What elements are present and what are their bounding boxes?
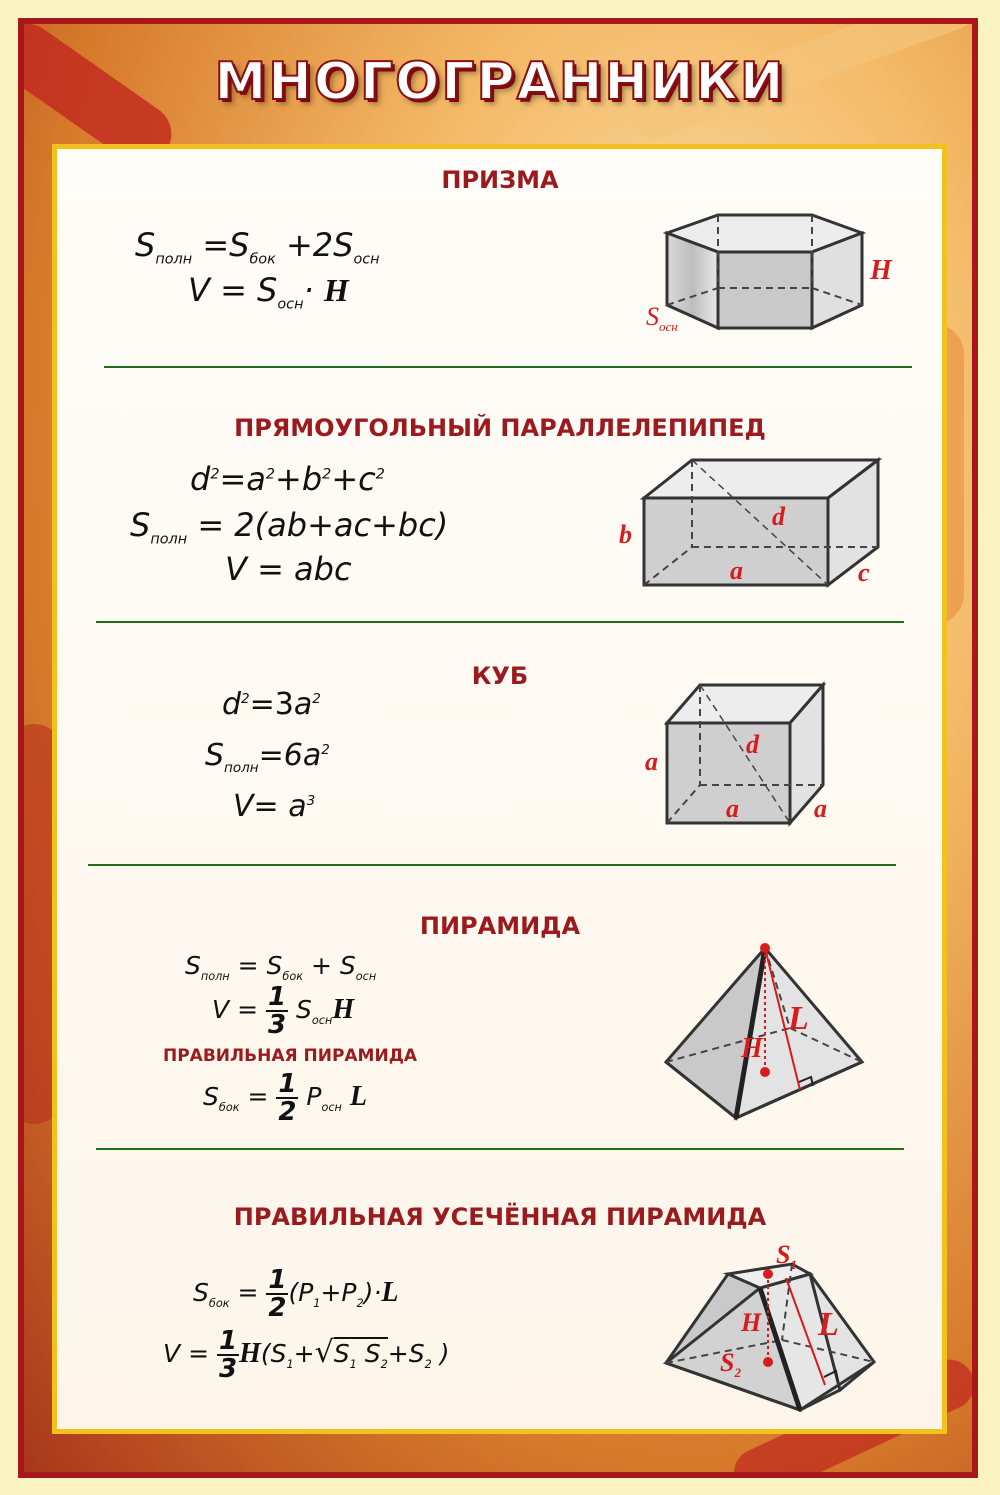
cube-surface-formula: $S_{полн}=6a^2$: [205, 738, 330, 776]
cube-label-a-right: a: [814, 794, 827, 823]
cube-heading: КУБ: [471, 662, 529, 690]
pyramid-label-H: H: [741, 1033, 763, 1064]
box-label-d: d: [772, 502, 785, 531]
section-divider: [96, 1148, 904, 1150]
box-label-a: a: [730, 556, 743, 585]
regular-pyramid-subheading: ПРАВИЛЬНАЯ ПИРАМИДА: [162, 1046, 417, 1066]
parallelepiped-surface-formula: $S_{полн} = 2(ab+ac+bc)$: [130, 506, 449, 548]
section-divider: [104, 366, 912, 368]
prism-surface-formula: $S_{полн} =S_{бок} +2S_{осн}$: [135, 226, 380, 268]
frustum-label-H: H: [741, 1308, 762, 1337]
frustum-volume-formula: V = $\frac{1}{3}$ $H(S_1+√S_1$ $S_2+S_2$ ): [163, 1326, 450, 1384]
frustum-label-L: L: [818, 1306, 839, 1343]
cube-volume-formula: $V= a^3$: [233, 789, 316, 824]
prism-base-label: $S_{осн}$: [646, 302, 678, 335]
box-label-b: b: [619, 520, 632, 549]
pyramid-surface-formula: $S_{полн} = S_{бок} + S_{осн}$: [185, 951, 377, 983]
cube-diagonal-formula: $d^2=3a^2$: [222, 687, 321, 722]
diagonal-formula: $d^2=a^2+b^2+c^2$: [190, 460, 385, 498]
cube-label-a-left: a: [645, 747, 658, 776]
cube-figure: [655, 675, 835, 835]
frustum-figure: [660, 1250, 880, 1420]
pyramid-label-L: L: [788, 1000, 809, 1037]
pyramid-volume-formula: V = $\frac{1}{3}$ $S_{осн}H$: [212, 982, 355, 1040]
box-figure: [630, 450, 890, 600]
pyramid-heading: ПИРАМИДА: [419, 912, 581, 940]
prism-heading: ПРИЗМА: [441, 166, 559, 194]
square-root-sign: √: [314, 1335, 334, 1370]
section-divider: [96, 621, 904, 623]
frustum-lateral-formula: $S_{бок}$ = $\frac{1}{2}$ $(P_1+P_2)\cdot L$: [193, 1265, 399, 1323]
parallelepiped-heading: ПРЯМОУГОЛЬНЫЙ ПАРАЛЛЕЛЕПИПЕД: [234, 414, 766, 442]
cube-label-d: d: [746, 730, 759, 759]
prism-height-label: H: [870, 255, 892, 286]
prism-volume-formula: $V = S_{осн}\cdot H$: [188, 271, 349, 313]
poster-title: МНОГОГРАННИКИ: [214, 52, 786, 112]
frustum-heading: ПРАВИЛЬНАЯ УСЕЧЁННАЯ ПИРАМИДА: [233, 1203, 767, 1231]
box-label-c: c: [858, 558, 870, 587]
regular-pyramid-lateral-formula: $S_{бок}$ = $\frac{1}{2}$ $P_{осн}$ L: [203, 1069, 367, 1127]
pyramid-figure: [660, 940, 870, 1125]
section-divider: [88, 864, 896, 866]
parallelepiped-volume-formula: V = abc: [225, 550, 352, 588]
frustum-label-S1: $S_1$: [776, 1240, 797, 1273]
frustum-label-S2: $S_2$: [720, 1348, 741, 1381]
cube-label-a-bottom: a: [726, 794, 739, 823]
